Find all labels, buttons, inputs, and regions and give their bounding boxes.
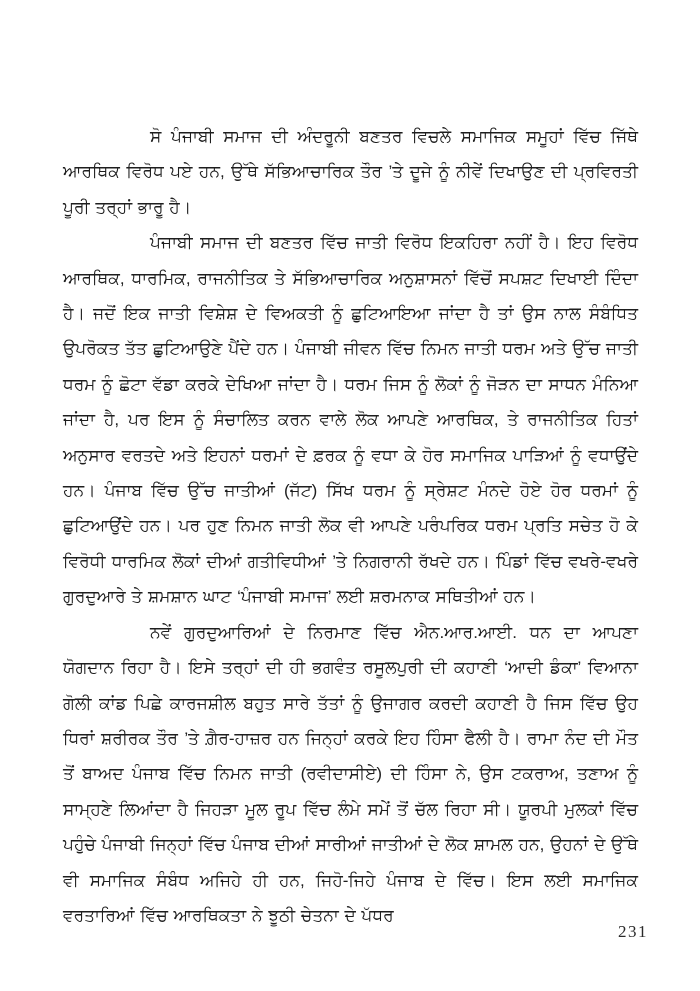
body-text [63, 119, 638, 933]
paragraph-3: ਨਵੇਂ ਗੁਰਦੁਆਰਿਆਂ ਦੇ ਨਿਰਮਾਣ ਵਿੱਚ ਐਨ.ਆਰ.ਆਈ. ਧਨ ਦਾ ਆਪਣਾ ਯੋਗਦਾਨ ਰਿਹਾ ਹੈ। ਇਸੇ ਤਰ੍ਹਾਂ ਦੀ ਹੀ ਭਗਵੰਤ ਰਸੂਲਪੁਰੀ ਦੀ ਕਹਾਣੀ ‘ਆਦੀ ਡੰਕਾ’ ਵਿਆਨਾ ਗੋਲੀ ਕਾਂਡ ਪਿਛੇ ਕਾਰਜਸ਼ੀਲ ਬਹੁਤ ਸਾਰੇ ਤੱਤਾਂ ਨੂੰ ਉਜਾਗਰ ਕਰਦੀ ਕਹਾਣੀ ਹੈ ਜਿਸ ਵਿੱਚ ਉਹ ਧਿਰਾਂ ਸ਼ਰੀਰਕ ਤੌਰ ’ਤੇ ਗ਼ੈਰ-ਹਾਜ਼ਰ ਹਨ ਜਿਨ੍ਹਾਂ ਕਰਕੇ ਇਹ ਹਿੰਸਾ ਫੈਲੀ ਹੈ। ਰਾਮਾ ਨੰਦ ਦੀ ਮੌਤ ਤੋਂ ਬਾਅਦ ਪੰਜਾਬ ਵਿੱਚ ਨਿਮਨ ਜਾਤੀ (ਰਵੀਦਾਸੀਏ) ਦੀ ਹਿੰਸਾ ਨੇ, ਉਸ ਟਕਰਾਅ, ਤਣਾਅ ਨੂੰ ਸਾਮ੍ਹਣੇ ਲਿਆਂਦਾ ਹੈ ਜਿਹੜਾ ਮੂਲ ਰੂਪ ਵਿੱਚ ਲੰਮੇ ਸਮੇਂ ਤੋਂ ਚੱਲ ਰਿਹਾ ਸੀ। ਯੂਰਪੀ ਮੁਲਕਾਂ ਵਿੱਚ ਪਹੁੰਚੇ ਪੰਜਾਬੀ ਜਿਨ੍ਹਾਂ ਵਿੱਚ ਪੰਜਾਬ ਦੀਆਂ ਸਾਰੀਆਂ ਜਾਤੀਆਂ ਦੇ ਲੋਕ ਸ਼ਾਮਲ ਹਨ, ਉਹਨਾਂ ਦੇ ਉੱਥੇ ਵੀ ਸਮਾਜਿਕ ਸੰਬੰਧ ਅਜਿਹੇ ਹੀ ਹਨ, ਜਿਹੋ-ਜਿਹੇ ਪੰਜਾਬ ਦੇ ਵਿੱਚ। ਇਸ ਲਈ ਸਮਾਜਿਕ ਵਰਤਾਰਿਆਂ ਵਿੱਚ ਆਰਥਿਕਤਾ ਨੇ ਝੂਠੀ ਚੇਤਨਾ ਦੇ ਪੱਧਰ [63, 622, 638, 925]
page-number: 231 [618, 922, 648, 941]
paragraph-1: ਸੋ ਪੰਜਾਬੀ ਸਮਾਜ ਦੀ ਅੰਦਰੂਨੀ ਬਣਤਰ ਵਿਚਲੇ ਸਮਾਜਿਕ ਸਮੂਹਾਂ ਵਿੱਚ ਜਿੱਥੇ ਆਰਥਿਕ ਵਿਰੋਧ ਪਏ ਹਨ, ਉੱਥੇ ਸੱਭਿਆਚਾਰਿਕ ਤੌਰ ’ਤੇ ਦੂਜੇ ਨੂੰ ਨੀਵੇਂ ਦਿਖਾਉਣ ਦੀ ਪ੍ਰਵਿਰਤੀ ਪੂਰੀ ਤਰ੍ਹਾਂ ਭਾਰੂ ਹੈ। [63, 127, 638, 217]
paragraph-2: ਪੰਜਾਬੀ ਸਮਾਜ ਦੀ ਬਣਤਰ ਵਿੱਚ ਜਾਤੀ ਵਿਰੋਧ ਇਕਹਿਰਾ ਨਹੀਂ ਹੈ। ਇਹ ਵਿਰੋਧ ਆਰਥਿਕ, ਧਾਰਮਿਕ, ਰਾਜਨੀਤਿਕ ਤੇ ਸੱਭਿਆਚਾਰਿਕ ਅਨੁਸ਼ਾਸਨਾਂ ਵਿੱਚੋਂ ਸਪਸ਼ਟ ਦਿਖਾਈ ਦਿੰਦਾ ਹੈ। ਜਦੋਂ ਇਕ ਜਾਤੀ ਵਿਸ਼ੇਸ਼ ਦੇ ਵਿਅਕਤੀ ਨੂੰ ਛੁਟਿਆਇਆ ਜਾਂਦਾ ਹੈ ਤਾਂ ਉਸ ਨਾਲ ਸੰਬੰਧਿਤ ਉਪਰੋਕਤ ਤੱਤ ਛੁਟਿਆਉਣੇ ਪੈਂਦੇ ਹਨ। ਪੰਜਾਬੀ ਜੀਵਨ ਵਿੱਚ ਨਿਮਨ ਜਾਤੀ ਧਰਮ ਅਤੇ ਉੱਚ ਜਾਤੀ ਧਰਮ ਨੂੰ ਛੋਟਾ ਵੱਡਾ ਕਰਕੇ ਦੇਖਿਆ ਜਾਂਦਾ ਹੈ। ਧਰਮ ਜਿਸ ਨੂੰ ਲੋਕਾਂ ਨੂੰ ਜੋੜਨ ਦਾ ਸਾਧਨ ਮੰਨਿਆ ਜਾਂਦਾ ਹੈ, ਪਰ ਇਸ ਨੂੰ ਸੰਚਾਲਿਤ ਕਰਨ ਵਾਲੇ ਲੋਕ ਆਪਣੇ ਆਰਥਿਕ, ਤੇ ਰਾਜਨੀਤਿਕ ਹਿਤਾਂ ਅਨੁਸਾਰ ਵਰਤਦੇ ਅਤੇ ਇਹਨਾਂ ਧਰਮਾਂ ਦੇ ਫ਼ਰਕ ਨੂੰ ਵਧਾ ਕੇ ਹੋਰ ਸਮਾਜਿਕ ਪਾੜਿਆਂ ਨੂੰ ਵਧਾਉਂਦੇ ਹਨ। ਪੰਜਾਬ ਵਿੱਚ ਉੱਚ ਜਾਤੀਆਂ (ਜੱਟ) ਸਿੱਖ ਧਰਮ ਨੂੰ ਸ੍ਰੇਸ਼ਟ ਮੰਨਦੇ ਹੋਏ ਹੋਰ ਧਰਮਾਂ ਨੂੰ ਛੁਟਿਆਉਂਦੇ ਹਨ। ਪਰ ਹੁਣ ਨਿਮਨ ਜਾਤੀ ਲੋਕ ਵੀ ਆਪਣੇ ਪਰੰਪਰਿਕ ਧਰਮ ਪ੍ਰਤਿ ਸਚੇਤ ਹੋ ਕੇ ਵਿਰੋਧੀ ਧਾਰਮਿਕ ਲੋਕਾਂ ਦੀਆਂ ਗਤੀਵਿਧੀਆਂ ’ਤੇ ਨਿਗਰਾਨੀ ਰੱਖਦੇ ਹਨ। ਪਿੰਡਾਂ ਵਿੱਚ ਵਖਰੇ-ਵਖਰੇ ਗੁਰਦੁਆਰੇ ਤੇ ਸ਼ਮਸ਼ਾਨ ਘਾਟ ‘ਪੰਜਾਬੀ ਸਮਾਜ’ ਲਈ ਸ਼ਰਮਨਾਕ ਸਥਿਤੀਆਂ ਹਨ। [63, 233, 638, 607]
